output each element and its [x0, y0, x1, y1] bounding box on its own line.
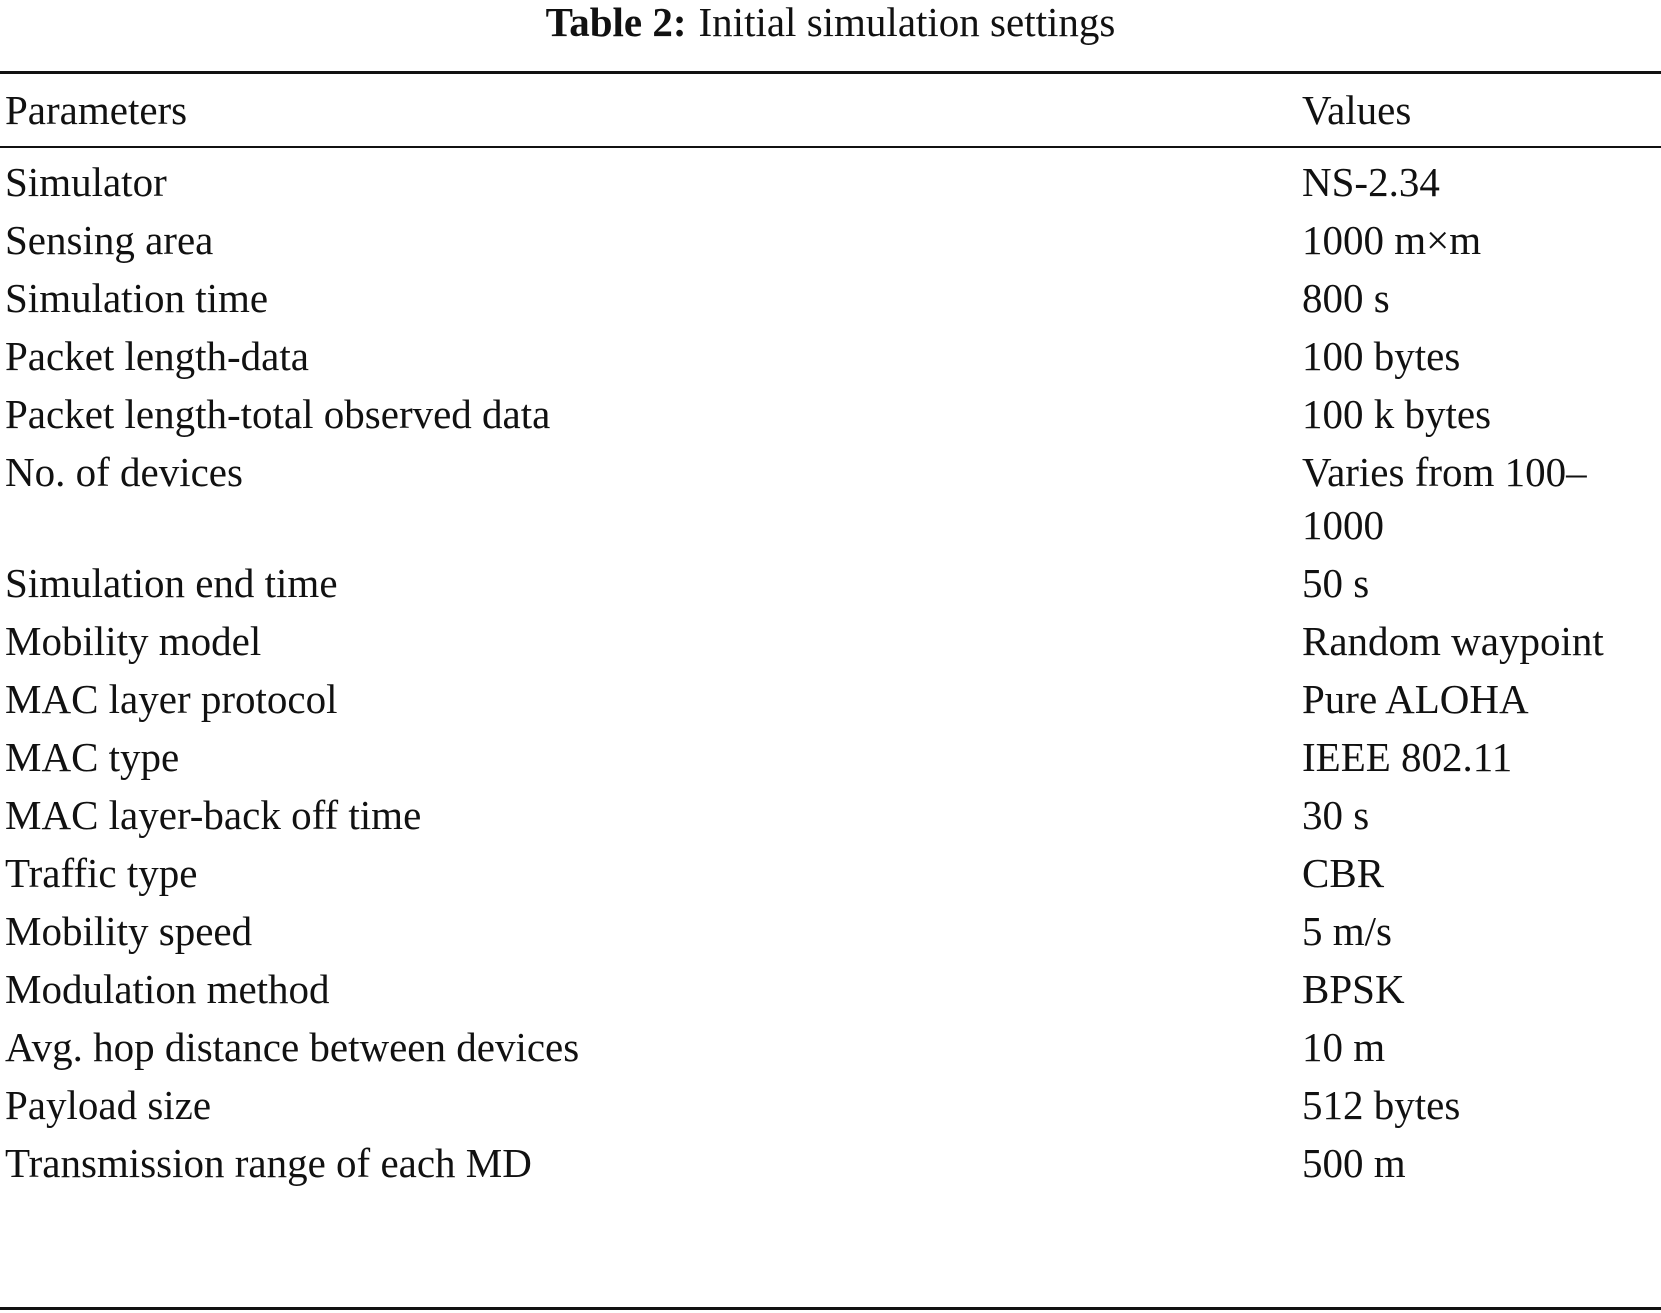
parameter-cell: Avg. hop distance between devices	[5, 1024, 580, 1070]
table-caption-label: Table 2:	[545, 0, 687, 45]
table-row	[0, 958, 1661, 1016]
value-cell: CBR	[1302, 850, 1385, 896]
parameter-cell: Simulator	[5, 159, 167, 205]
value-cell: 10 m	[1302, 1024, 1386, 1070]
table-caption-title: Initial simulation settings	[698, 0, 1116, 45]
value-cell: 5 m/s	[1302, 908, 1392, 954]
value-cell: 800 s	[1302, 275, 1390, 321]
header-values: Values	[1302, 86, 1412, 133]
table-row	[0, 1132, 1661, 1190]
table-row	[0, 441, 1661, 552]
table-row	[0, 325, 1661, 383]
parameter-cell: Packet length-total observed data	[5, 391, 551, 437]
settings-table	[0, 74, 1661, 146]
table-row	[0, 151, 1661, 209]
value-cell: Random waypoint	[1302, 618, 1604, 664]
table-body	[0, 151, 1661, 1190]
bottom-rule	[0, 1307, 1661, 1310]
parameter-cell: Transmission range of each MD	[5, 1140, 532, 1186]
value-cell: 500 m	[1302, 1140, 1406, 1186]
table-row	[0, 209, 1661, 267]
parameter-cell: MAC layer protocol	[5, 676, 338, 722]
table-row	[0, 267, 1661, 325]
table-row	[0, 842, 1661, 900]
parameter-cell: Sensing area	[5, 217, 214, 263]
value-cell: 100 bytes	[1302, 333, 1461, 379]
table-row	[0, 552, 1661, 610]
value-cell: 512 bytes	[1302, 1082, 1461, 1128]
parameter-cell: Simulation end time	[5, 560, 338, 606]
table-row	[0, 1016, 1661, 1074]
parameter-cell: Simulation time	[5, 275, 269, 321]
parameter-cell: Mobility speed	[5, 908, 253, 954]
value-cell: IEEE 802.11	[1302, 734, 1513, 780]
parameter-cell: Traffic type	[5, 850, 198, 896]
parameter-cell: Mobility model	[5, 618, 262, 664]
value-cell: BPSK	[1302, 966, 1405, 1012]
parameter-cell: Packet length-data	[5, 333, 309, 379]
value-cell: Varies from 100–1000	[1302, 449, 1587, 548]
parameter-cell: No. of devices	[5, 449, 243, 495]
header-parameters: Parameters	[5, 86, 188, 133]
value-cell: Pure ALOHA	[1302, 676, 1529, 722]
table-row	[0, 900, 1661, 958]
value-cell: 50 s	[1302, 560, 1370, 606]
value-cell: 100 k bytes	[1302, 391, 1492, 437]
table-row	[0, 1074, 1661, 1132]
table-row	[0, 610, 1661, 668]
table-row	[0, 668, 1661, 726]
table-row	[0, 726, 1661, 784]
value-cell: 30 s	[1302, 792, 1370, 838]
table-row	[0, 383, 1661, 441]
parameter-cell: Payload size	[5, 1082, 212, 1128]
value-cell: NS-2.34	[1302, 159, 1440, 205]
parameter-cell: Modulation method	[5, 966, 330, 1012]
table-row	[0, 784, 1661, 842]
parameter-cell: MAC layer-back off time	[5, 792, 422, 838]
table-caption	[0, 0, 1661, 44]
parameter-cell: MAC type	[5, 734, 180, 780]
table-header-row	[0, 74, 1661, 146]
header-rule	[0, 146, 1661, 148]
value-cell: 1000 m×m	[1302, 217, 1482, 263]
